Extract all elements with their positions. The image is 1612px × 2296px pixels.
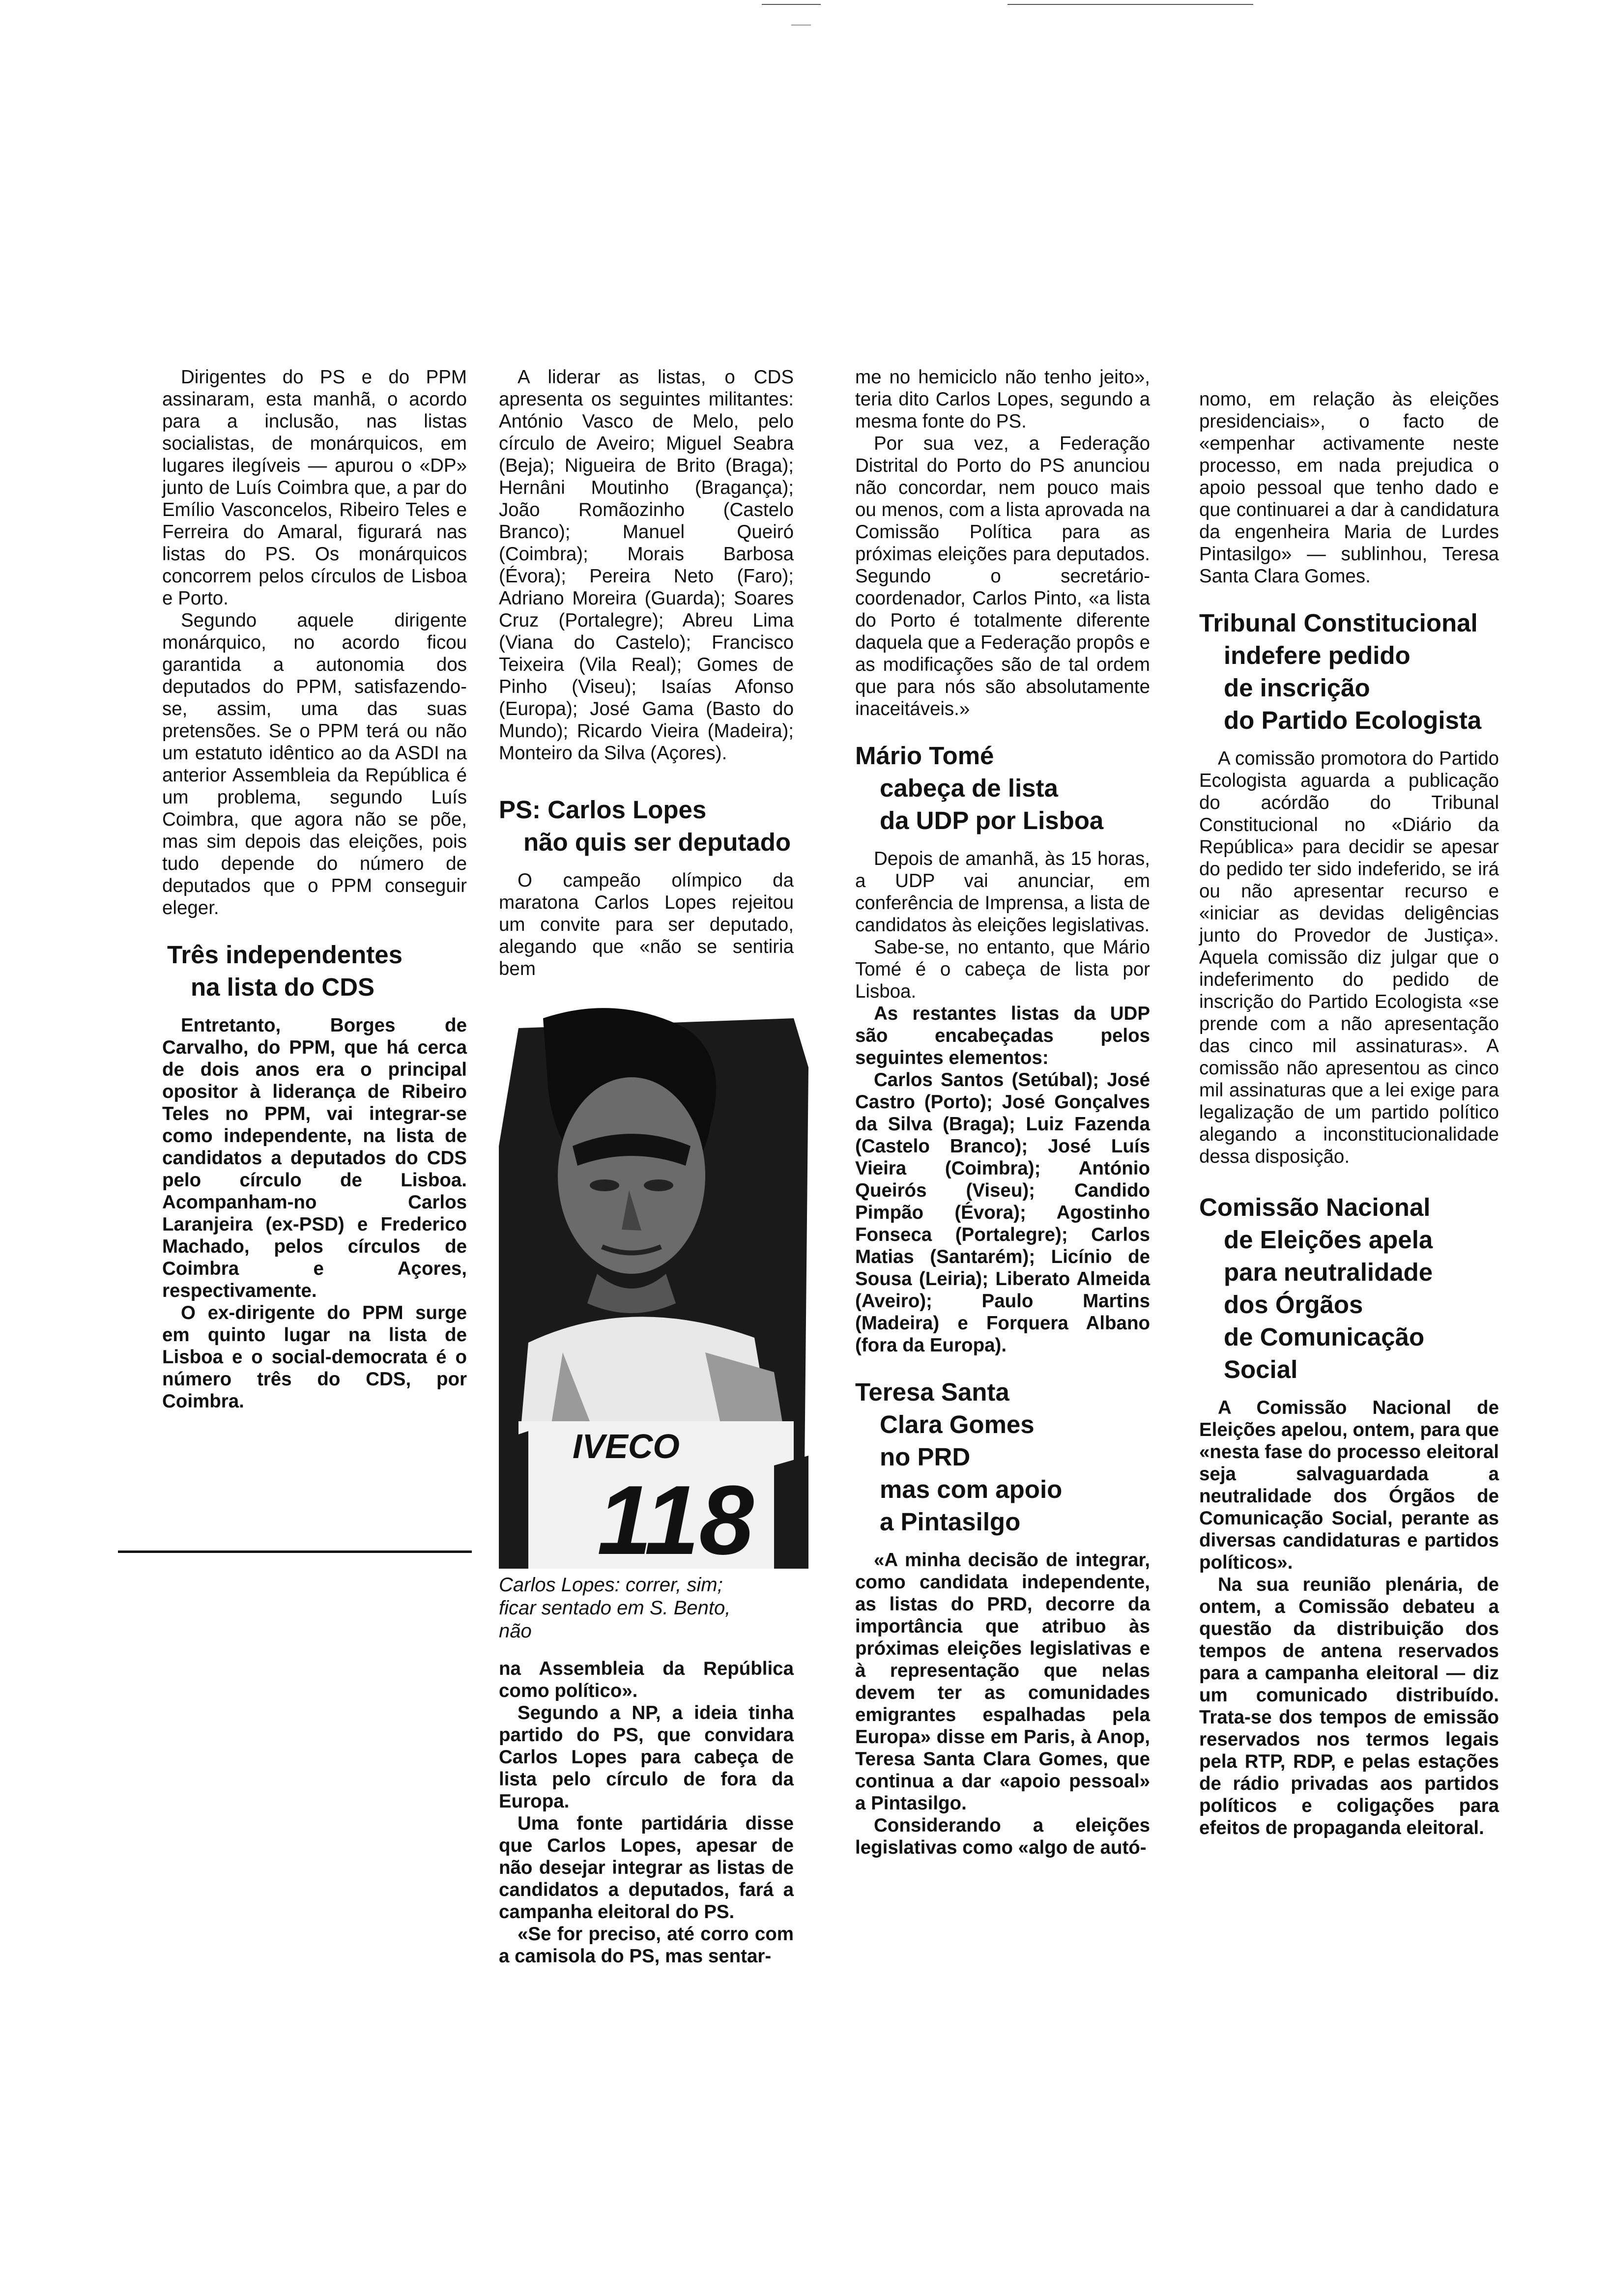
bib-sponsor-text: IVECO [573, 1427, 680, 1465]
scan-mark-top-2 [1008, 4, 1253, 5]
headline-tribunal-line-4: do Partido Ecologista [1224, 706, 1482, 734]
tribunal-paragraph-1: A comissão promotora do Partido Ecologista aguarda a publicação do acórdão do Tribunal Constitucional no «Diário da República» para decidir se apesar do pedido ter sido indeferido, se irá ou não apresentar recurso e «iniciar as devidas deligências junto do Provedor de Justiça». Aquela comissão diz julgar que o indeferimento do pedido de inscrição do Partido Ecologista «se prende com a não apresentação das cinco mil assinaturas». A comissão não apresentou as cinco mil assinaturas que a lei exige para legalização de um partido político alegando a inconstitucionalidade dessa disposição. [1199, 748, 1499, 1167]
headline-tome-line-2: cabeça de lista [880, 774, 1058, 802]
headline-cds-line-1: Três independentes [167, 941, 403, 969]
headline-pintasilgo-line-2: Clara Gomes [880, 1410, 1035, 1438]
pintasilgo-paragraph-2-start: Considerando a eleições legislativas como «algo de autó- [855, 1815, 1150, 1858]
lopes-paragraph-3: Segundo a NP, a ideia tinha partido do PS, que convidara Carlos Lopes para cabeça de lista pelo círculo de fora da Europa. [499, 1702, 794, 1812]
cne-paragraph-2: Na sua reunião plenária, de ontem, a Comissão debateu a questão da distribuição dos tempos de antena reservados para a campanha eleitoral — diz um comunicado distribuído. Trata-se dos tempos de emissão reservados nos termos legais pela RTP, RDP, e pelas estações de rádio privadas aos partidos políticos e coligações para efeitos de propaganda eleitoral. [1199, 1574, 1499, 1838]
headline-cne [1199, 1191, 1499, 1386]
pintasilgo-paragraph-1: «A minha decisão de integrar, como candidata independente, as listas do PRD, decorre da importância que atribuo às próximas eleições legislativas e à representação que nelas devem ter as comunidades emigrantes espalhadas pela Europa» disse em Paris, à Anop, Teresa Santa Clara Gomes, que continua a dar «apoio pessoal» a Pintasilgo. [855, 1550, 1150, 1814]
scan-mark-top-1 [762, 4, 821, 5]
headline-cds [162, 939, 467, 1004]
headline-cds-line-2: na lista do CDS [191, 973, 375, 1001]
headline-pintasilgo-line-4: mas com apoio [880, 1475, 1063, 1503]
tome-paragraph-1: Depois de amanhã, às 15 horas, a UDP vai anunciar, em conferência de Imprensa, a lista de candidatos às eleições legislativas. [855, 848, 1150, 936]
scan-mark-top-3 [791, 25, 811, 26]
tome-paragraph-2: Sabe-se, no entanto, que Mário Tomé é o cabeça de lista por Lisboa. [855, 937, 1150, 1002]
headline-pintasilgo-line-5: a Pintasilgo [880, 1508, 1021, 1536]
lopes-paragraph-6: Por sua vez, a Federação Distrital do Porto do PS anunciou não concordar, nem pouco mais ou menos, com a lista aprovada na Comissão Política para as próximas eleições para deputados. Segundo o secretário-coordenador, Carlos Pinto, «a lista do Porto é totalmente diferente daquela que a Federação propôs e as modificações são de tal ordem que para nós são absolutamente inaceitáveis.» [855, 433, 1150, 719]
column-4 [1199, 388, 1499, 1839]
headline-lopes [499, 794, 794, 859]
column-1-end-rule [118, 1550, 472, 1553]
lopes-paragraph-5-end: me no hemiciclo não tenho jeito», teria dito Carlos Lopes, segundo a mesma fonte do PS. [855, 367, 1150, 432]
headline-tribunal-line-2: indefere pedido [1224, 641, 1410, 669]
headline-lopes-line-2: não quis ser deputado [523, 828, 791, 856]
headline-pintasilgo [855, 1376, 1150, 1538]
cds-paragraph-1: Entretanto, Borges de Carvalho, do PPM, que há cerca de dois anos era o principal opositor à liderança de Ribeiro Teles no PPM, vai integrar-se como independente, na lista de candidatos a deputados do CDS pelo círculo de Lisboa. Acompanham-no Carlos Laranjeira (ex-PSD) e Frederico Machado, pelos círculos de Coimbra e Açores, respectivamente. [162, 1015, 467, 1301]
headline-cne-line-3: para neutralidade [1224, 1258, 1433, 1286]
headline-cne-line-4: dos Órgãos [1224, 1291, 1363, 1319]
headline-tribunal-line-3: de inscrição [1224, 674, 1370, 702]
headline-tome [855, 740, 1150, 837]
photo-carlos-lopes [499, 999, 808, 1569]
tome-paragraph-4: Carlos Santos (Setúbal); José Castro (Porto); José Gonçalves da Silva (Braga); Luiz Fazenda (Castelo Branco); José Luís Vieira (Coimbra); António Queirós (Viseu); Candido Pimpão (Évora); Agostinho Fonseca (Portalegre); Carlos Matias (Santarém); Licínio de Sousa (Leiria); Liberato Almeida (Aveiro); Paulo Martins (Madeira) e Forquera Albano (fora da Europa). [855, 1069, 1150, 1356]
photo-caption: Carlos Lopes: correr, sim; ficar sentado em S. Bento, não [499, 1574, 731, 1642]
headline-lopes-line-1: PS: Carlos Lopes [499, 796, 707, 824]
headline-tome-line-1: Mário Tomé [855, 742, 994, 770]
headline-pintasilgo-line-1: Teresa Santa [855, 1378, 1009, 1406]
lopes-paragraph-2: na Assembleia da República como político». [499, 1658, 794, 1701]
headline-tribunal [1199, 607, 1499, 737]
cne-paragraph-1: A Comissão Nacional de Eleições apelou, ontem, para que «nesta fase do processo eleitoral seja salvaguardada a neutralidade dos Órgãos de Comunicação Social, perante as diversas candidaturas e partidos políticos». [1199, 1397, 1499, 1573]
column-1 [162, 366, 467, 1412]
headline-cne-line-6: Social [1224, 1355, 1298, 1383]
runner-photo-image [499, 999, 808, 1569]
cds-list-column [499, 366, 794, 1967]
intro-paragraph-1: Dirigentes do PS e do PPM assinaram, esta manhã, o acordo para a inclusão, nas listas socialistas, de monárquicos, em lugares ilegíveis — apurou o «DP» junto de Luís Coimbra que, a par do Emílio Vasconcelos, Ribeiro Teles e Ferreira do Amaral, figurará nas listas do PS. Os monárquicos concorrem pelos círculos de Lisboa e Porto. [162, 367, 467, 609]
bib-number-text: 118 [597, 1465, 754, 1569]
headline-tribunal-line-1: Tribunal Constitucional [1199, 609, 1478, 637]
headline-cne-line-2: de Eleições apela [1224, 1226, 1433, 1254]
headline-tome-line-3: da UDP por Lisboa [880, 806, 1104, 834]
cds-paragraph-2: O ex-dirigente do PPM surge em quinto lugar na lista de Lisboa e o social-democrata é o número três do CDS, por Coimbra. [162, 1302, 467, 1412]
lopes-paragraph-1: O campeão olímpico da maratona Carlos Lopes rejeitou um convite para ser deputado, alegando que «não se sentiria bem [499, 870, 794, 979]
lopes-paragraph-5-start: «Se for preciso, até corro com a camisola do PS, mas sentar- [499, 1923, 794, 1967]
column-3 [855, 366, 1150, 1859]
headline-pintasilgo-line-3: no PRD [880, 1443, 971, 1471]
lopes-paragraph-4: Uma fonte partidária disse que Carlos Lopes, apesar de não desejar integrar as listas de candidatos a deputados, fará a campanha eleitoral do PS. [499, 1813, 794, 1923]
headline-cne-line-5: de Comunicação [1224, 1323, 1425, 1351]
tome-paragraph-3: As restantes listas da UDP são encabeçadas pelos seguintes elementos: [855, 1003, 1150, 1068]
pintasilgo-paragraph-2-end: nomo, em relação às eleições presidenciais», o facto de «empenhar activamente neste processo, em nada prejudica o apoio pessoal que tenho dado e que continuarei a dar à candidatura da engenheira Maria de Lurdes Pintasilgo» — sublinhou, Teresa Santa Clara Gomes. [1199, 389, 1499, 587]
headline-cne-line-1: Comissão Nacional [1199, 1193, 1431, 1221]
intro-paragraph-2: Segundo aquele dirigente monárquico, no acordo ficou garantida a autonomia dos deputados do PPM, satisfazendo-se, assim, uma das suas pretensões. Se o PPM terá ou não um estatuto idêntico ao da ASDI na anterior Assembleia da República é um problema, segundo Luís Coimbra, que agora não se põe, mas sim depois das eleições, pois tudo depende do número de deputados que o PPM conseguir eleger. [162, 610, 467, 918]
cds-paragraph-3: A liderar as listas, o CDS apresenta os seguintes militantes: António Vasco de Melo, pelo círculo de Aveiro; Miguel Seabra (Beja); Nigueira de Brito (Braga); Hernâni Moutinho (Bragança); João Romãozinho (Castelo Branco); Manuel Queiró (Coimbra); Morais Barbosa (Évora); Pereira Neto (Faro); Adriano Moreira (Guarda); Soares Cruz (Portalegre); Abreu Lima (Viana do Castelo); Francisco Teixeira (Vila Real); Gomes de Pinho (Viseu); Isaías Afonso (Europa); José Gama (Basto do Mundo); Ricardo Vieira (Madeira); Monteiro da Silva (Açores). [499, 367, 794, 764]
